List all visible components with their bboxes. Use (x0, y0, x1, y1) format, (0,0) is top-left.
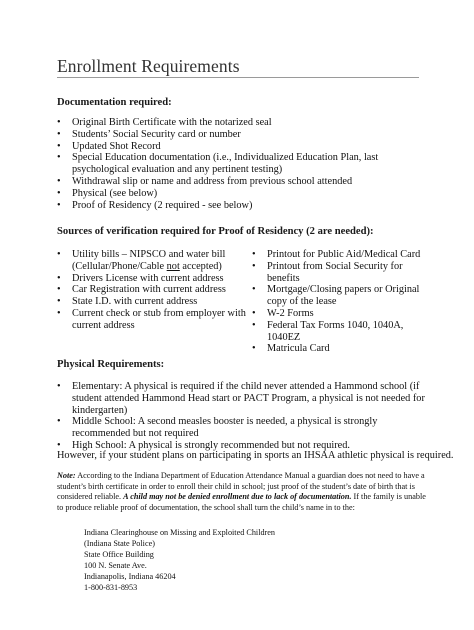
list-item: • Car Registration with current address (57, 284, 226, 296)
list-item: • Physical (see below) (57, 187, 158, 199)
list-item: • Printout for Public Aid/Medical Card (252, 249, 421, 260)
residency-list-left (57, 249, 252, 332)
address-phone: 1-800-831-8953 (84, 582, 138, 592)
address-line: Indianapolis, Indiana 46204 (84, 571, 176, 581)
list-item: • Utility bills – NIPSCO and water bill (Cellular/Phone/Cable not accepted) (57, 249, 226, 272)
list-item: • State I.D. with current address (57, 296, 198, 308)
address-line: State Office Building (84, 549, 154, 559)
residency-list-right (252, 249, 434, 355)
list-item: • Printout from Social Security for benefits (252, 260, 403, 284)
list-item: • Withdrawal slip or name and address from previous school attended (57, 175, 353, 187)
note-label: Note: (57, 471, 76, 480)
list-item: • Original Birth Certificate with the notarized seal (57, 117, 272, 128)
list-item: • Matricula Card (252, 343, 330, 355)
list-item: • Special Education documentation (i.e., Individualized Education Plan, last psychological evaluation and any pertinent testing) (57, 152, 379, 176)
list-item: • Middle School: A second measles booster is needed, a physical is strongly recommended but not required (57, 416, 378, 440)
list-item: • Drivers License with current address (57, 272, 224, 284)
documentation-heading: Documentation required: (57, 97, 172, 108)
list-item: • Federal Tax Forms 1040, 1040A, 1040EZ (252, 319, 404, 343)
page-title: Enrollment Requirements (57, 56, 240, 76)
enrollment-note: Note: According to the Indiana Department of Education Attendance Manual a guardian does not need to have a student’s birth certificate in order to enroll their child in school; just proof of the student’s date of birth that is considered reliable. A child may not be denied enrollment due to lack of documentation. If the family is unable to produce reliable proof of documentation, the school shall turn the child’s name in to the: (57, 471, 426, 513)
residency-sources-heading: Sources of verification required for Proof of Residency (2 are needed): (57, 226, 374, 237)
address-line: 100 N. Senate Ave. (84, 560, 147, 570)
note-emphasis: A child may not be denied enrollment due to lack of documentation. (123, 492, 352, 502)
list-item: • Students’ Social Security card or number (57, 128, 241, 140)
list-item: • Mortgage/Closing papers or Original copy of the lease (252, 284, 420, 308)
address-line: Indiana Clearinghouse on Missing and Exploited Children (84, 528, 276, 537)
list-item: • W-2 Forms (252, 307, 314, 319)
list-item: • High School: A physical is strongly recommended but not required. (57, 439, 350, 451)
list-item: • Proof of Residency (2 required - see below) (57, 199, 253, 211)
list-item: • Elementary: A physical is required if the child never attended a Hammond school (if student attended Hammond Head start or PACT Program, a physical is not needed for kindergarten) (57, 381, 425, 416)
address-line: (Indiana State Police) (84, 538, 155, 548)
list-item: • Current check or stub from employer with current address (57, 307, 246, 331)
physical-heading: Physical Requirements: (57, 359, 165, 370)
physical-list (57, 381, 433, 452)
clearinghouse-address (84, 528, 275, 593)
documentation-list (57, 117, 429, 211)
list-item: • Updated Shot Record (57, 140, 161, 152)
title-divider (57, 77, 419, 78)
ihsaa-physical-text: However, if your student plans on participating in sports an IHSAA athletic physical is required. (57, 450, 454, 461)
